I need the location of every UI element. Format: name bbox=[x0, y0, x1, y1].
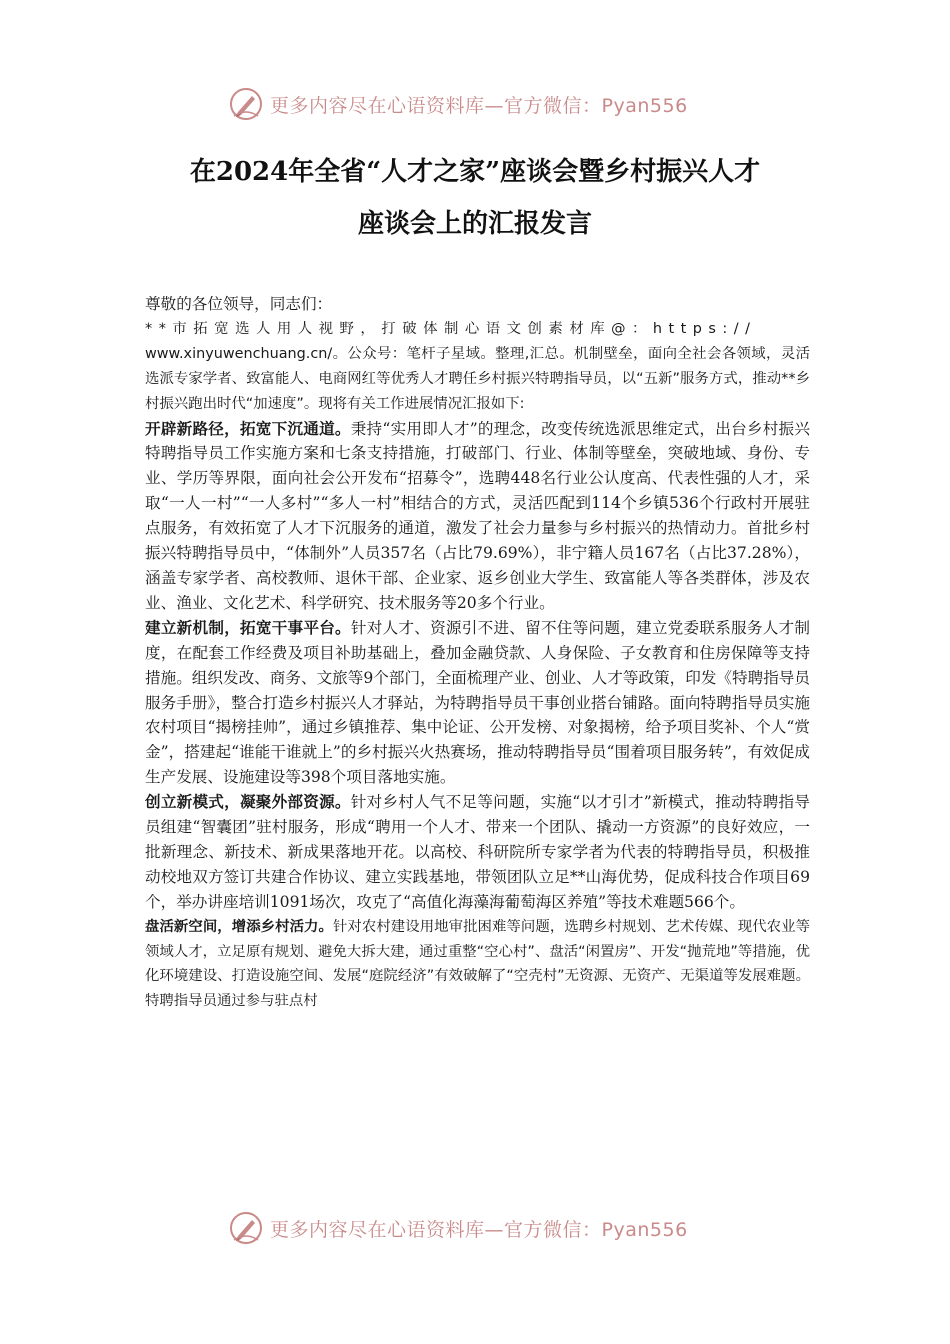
section-heading-1: 开辟新路径，拓宽下沉通道。 bbox=[145, 418, 351, 438]
title-line-1: 在2024年全省“人才之家”座谈会暨乡村振兴人才 bbox=[189, 157, 761, 187]
watermark-banner-top bbox=[228, 84, 788, 124]
section-paragraph-2 bbox=[145, 616, 810, 790]
pen-logo-icon bbox=[228, 1210, 264, 1246]
section-text-4: 针对农村建设用地审批困难等问题，选聘乡村规划、艺术传媒、现代农业等领域人才，立足原有规划、避免大拆大建，通过重整“空心村”、盘活“闲置房”、开发“抛荒地”等措施，优化环境建设、打造设施空间、发展“庭院经济”有效破解了“空壳村”无资源、无资产、无渠道等发展难题。特聘指导员通过参与驻点村 bbox=[145, 918, 810, 1010]
pen-logo-icon bbox=[228, 86, 264, 122]
section-paragraph-4 bbox=[145, 915, 810, 1015]
section-heading-2: 建立新机制，拓宽干事平台。 bbox=[145, 617, 351, 637]
section-paragraph-3 bbox=[145, 790, 810, 915]
title-line-2: 座谈会上的汇报发言 bbox=[357, 209, 592, 239]
document-title bbox=[60, 146, 890, 250]
watermark-banner-bottom bbox=[228, 1208, 788, 1248]
section-text-2: 针对人才、资源引不进、留不住等问题，建立党委联系服务人才制度，在配套工作经费及项目补助基础上，叠加金融贷款、人身保险、子女教育和住房保障等支持措施。组织发改、商务、文旅等9个部门，全面梳理产业、创业、人才等政策，印发《特聘指导员服务手册》，整合打造乡村振兴人才驿站，为特聘指导员干事创业搭台铺路。面向特聘指导员实施农村项目“揭榜挂帅”，通过乡镇推荐、集中论证、公开发榜、对象揭榜，给予项目奖补、个人“赏金”，搭建起“谁能干谁就上”的乡村振兴火热赛场，推动特聘指导员“围着项目服务转”，有效促成生产发展、设施建设等398个项目落地实施。 bbox=[145, 618, 810, 787]
section-paragraph-1 bbox=[145, 417, 810, 616]
watermark-text: 更多内容尽在心语资料库—官方微信：Pyan556 bbox=[270, 94, 688, 117]
section-text-3: 针对乡村人气不足等问题，实施“以才引才”新模式，推动特聘指导员组建“智囊团”驻村服务，形成“聘用一个人才、带来一个团队、撬动一方资源”的良好效应，一批新理念、新技术、新成果落地开花。以高校、科研院所专家学者为代表的特聘指导员，积极推动校地双方签订共建合作协议、建立实践基地，带领团队立足**山海优势，促成科技合作项目69个，举办讲座培训1091场次，攻克了“高值化海藻海葡萄海区养殖”等技术难题566个。 bbox=[145, 793, 810, 911]
intro-paragraph: www.xinyuwenchuang.cn/。公众号：笔杆子星域。整理,汇总。机制壁垒，面向全社会各领域，灵活选派专家学者、致富能人、电商网红等优秀人才聘任乡村振兴特聘指导员，以“五新”服务方式，推动**乡村振兴跑出时代“加速度”。现将有关工作进展情况汇报如下: bbox=[145, 345, 810, 412]
section-heading-4: 盘活新空间，增添乡村活力。 bbox=[145, 918, 333, 935]
intro-line-spaced: **市拓宽选人用人视野，打破体制心语文创素材库@：https:// bbox=[145, 320, 757, 337]
salutation: 尊敬的各位领导，同志们： bbox=[145, 295, 333, 313]
section-text-1: 秉持“实用即人才”的理念，改变传统选派思维定式，出台乡村振兴特聘指导员工作实施方案和七条支持措施，打破部门、行业、体制等壁垒，突破地域、身份、专业、学历等界限，面向社会公开发布“招募令”，选聘448名行业公认度高、代表性强的人才，采取“一人一村”“一人多村”“多人一村”相结合的方式，灵活匹配到114个乡镇536个行政村开展驻点服务，有效拓宽了人才下沉服务的通道，激发了社会力量参与乡村振兴的热情动力。首批乡村振兴特聘指导员中，“体制外”人员357名（占比79.69%），非宁籍人员167名（占比37.28%），涵盖专家学者、高校教师、退休干部、企业家、返乡创业大学生、致富能人等各类群体，涉及农业、渔业、文化艺术、科学研究、技术服务等20多个行业。 bbox=[145, 419, 810, 612]
watermark-text: 更多内容尽在心语资料库—官方微信：Pyan556 bbox=[270, 1218, 688, 1241]
section-heading-3: 创立新模式，凝聚外部资源。 bbox=[145, 792, 351, 812]
document-body bbox=[145, 292, 810, 1014]
